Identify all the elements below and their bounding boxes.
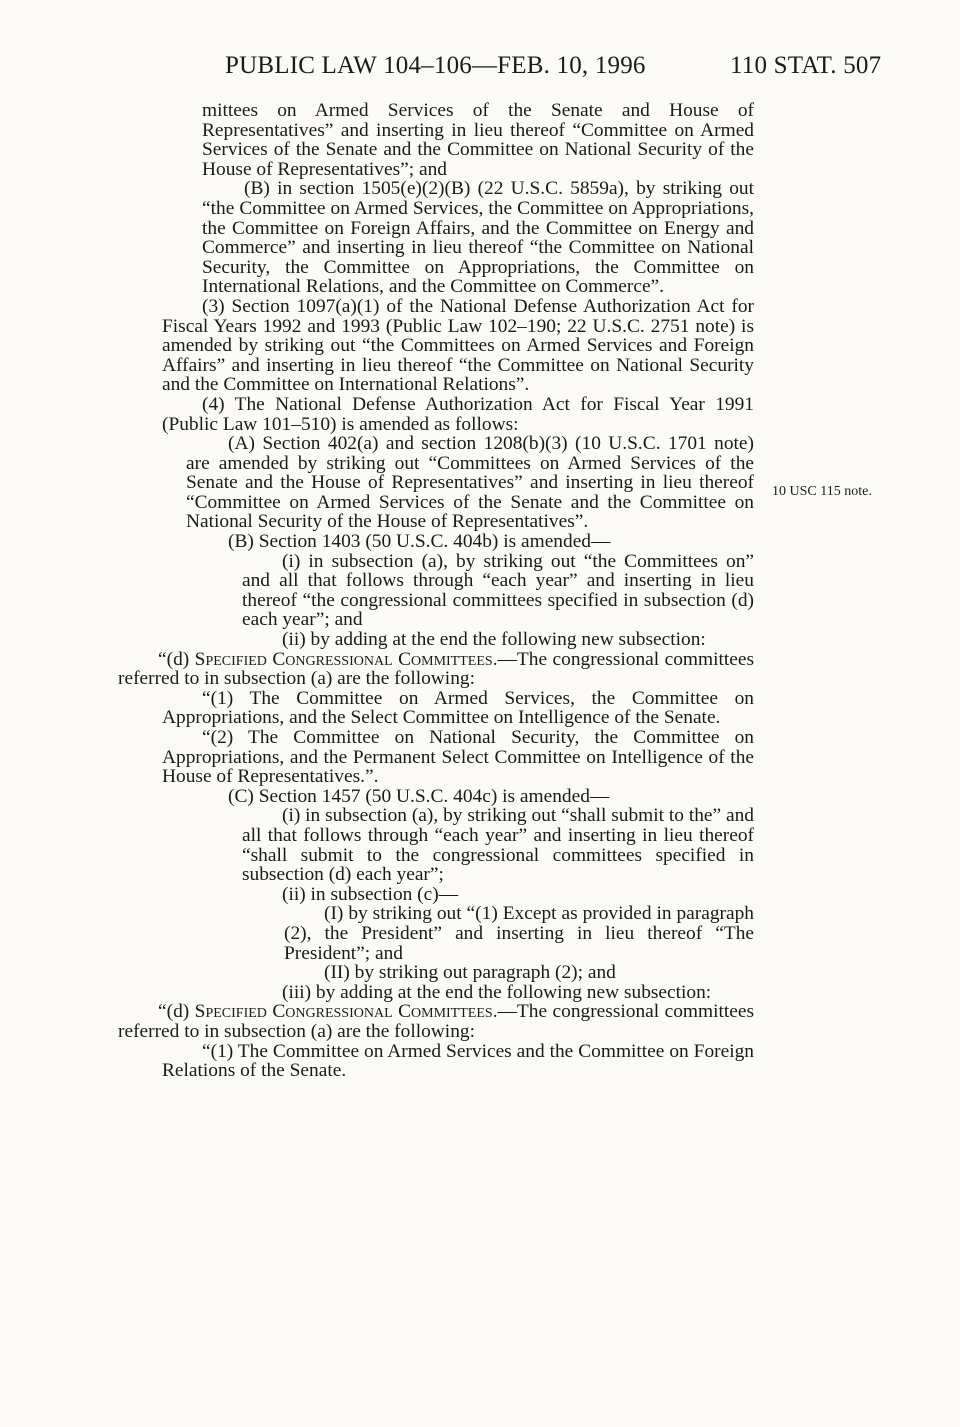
subsection-label: “(d) — [158, 648, 195, 670]
paragraph: (B) in section 1505(e)(2)(B) (22 U.S.C. 5859a), by striking out “the Committee on Armed Services, the Committee on Appropriations, the Committee on Foreign Affairs, and the Committee on Energy and Commerce” and inserting in lieu thereof “the Committee on National Security, the Committee on Appropriations, the Committee on International Relations, and the Committee on Commerce”. — [202, 178, 754, 298]
paragraph: (C) Section 1457 (50 U.S.C. 404c) is amended— — [228, 785, 610, 807]
paragraph: (ii) in subsection (c)— — [282, 883, 459, 905]
subsection-text: .—The congressional committees referred to in subsection (a) are the following: — [118, 648, 754, 690]
paragraph: (I) by striking out “(1) Except as provided in paragraph (2), the President” and inserting in lieu thereof “The President”; and — [284, 903, 754, 964]
paragraph: (B) Section 1403 (50 U.S.C. 404b) is amended— — [228, 531, 611, 553]
quoted-subsection-heading — [118, 1002, 754, 1041]
paragraph: mittees on Armed Services of the Senate and House of Representatives” and inserting in lieu thereof “Committee on Armed Services of the Senate and the Committee on National Security of the House of Representatives”; and — [202, 100, 754, 180]
quoted-subsection-heading — [118, 650, 754, 689]
paragraph: (4) The National Defense Authorization Act for Fiscal Year 1991 (Public Law 101–510) is amended as follows: — [162, 393, 754, 435]
subsection-text: .—The congressional committees referred to in subsection (a) are the following: — [118, 1001, 754, 1042]
paragraph: (A) Section 402(a) and section 1208(b)(3) (10 U.S.C. 1701 note) are amended by striking out “Committees on Armed Services of the Senate and the House of Representatives” and inserting in lieu thereof “Committee on Armed Services of the Senate and the Committee on National Security of the House of Representatives”. — [186, 433, 754, 533]
margin-note: 10 USC 115 note. — [772, 484, 872, 499]
subsection-title: Specified Congressional Committees — [194, 648, 493, 670]
paragraph: “(1) The Committee on Armed Services, the Committee on Appropriations, and the Select Committee on Intelligence of the Senate. — [162, 687, 754, 729]
paragraph: (i) in subsection (a), by striking out “shall submit to the” and all that follows through “each year” and inserting in lieu thereof “shall submit to the congressional committees specified in subsection (d) each year”; — [242, 805, 754, 886]
subsection-label: “(d) — [158, 1001, 195, 1023]
document-body — [118, 101, 754, 1081]
subsection-title: Specified Congressional Committees — [194, 1001, 493, 1023]
paragraph: (ii) by adding at the end the following new subsection: — [282, 629, 706, 651]
paragraph: (i) in subsection (a), by striking out “the Committees on” and all that follows through “each year” and inserting in lieu thereof “the congressional committees specified in subsection (d) each year”; and — [242, 550, 754, 631]
page-header — [0, 52, 960, 88]
paragraph: (3) Section 1097(a)(1) of the National Defense Authorization Act for Fiscal Years 1992 and 1993 (Public Law 102–190; 22 U.S.C. 2751 note) is amended by striking out “the Committees on Armed Services and Foreign Affairs” and inserting in lieu thereof “the Committee on National Security and the Committee on International Relations”. — [162, 295, 754, 396]
paragraph: (iii) by adding at the end the following new subsection: — [282, 981, 712, 1003]
paragraph: “(1) The Committee on Armed Services and the Committee on Foreign Relations of the Senate. — [162, 1040, 754, 1082]
paragraph: (II) by striking out paragraph (2); and — [324, 962, 616, 984]
law-title: PUBLIC LAW 104–106—FEB. 10, 1996 — [225, 52, 646, 79]
statute-page-number: 110 STAT. 507 — [730, 52, 882, 79]
paragraph: “(2) The Committee on National Security, the Committee on Appropriations, and the Permanent Select Committee on Intelligence of the House of Representatives.”. — [162, 727, 754, 788]
